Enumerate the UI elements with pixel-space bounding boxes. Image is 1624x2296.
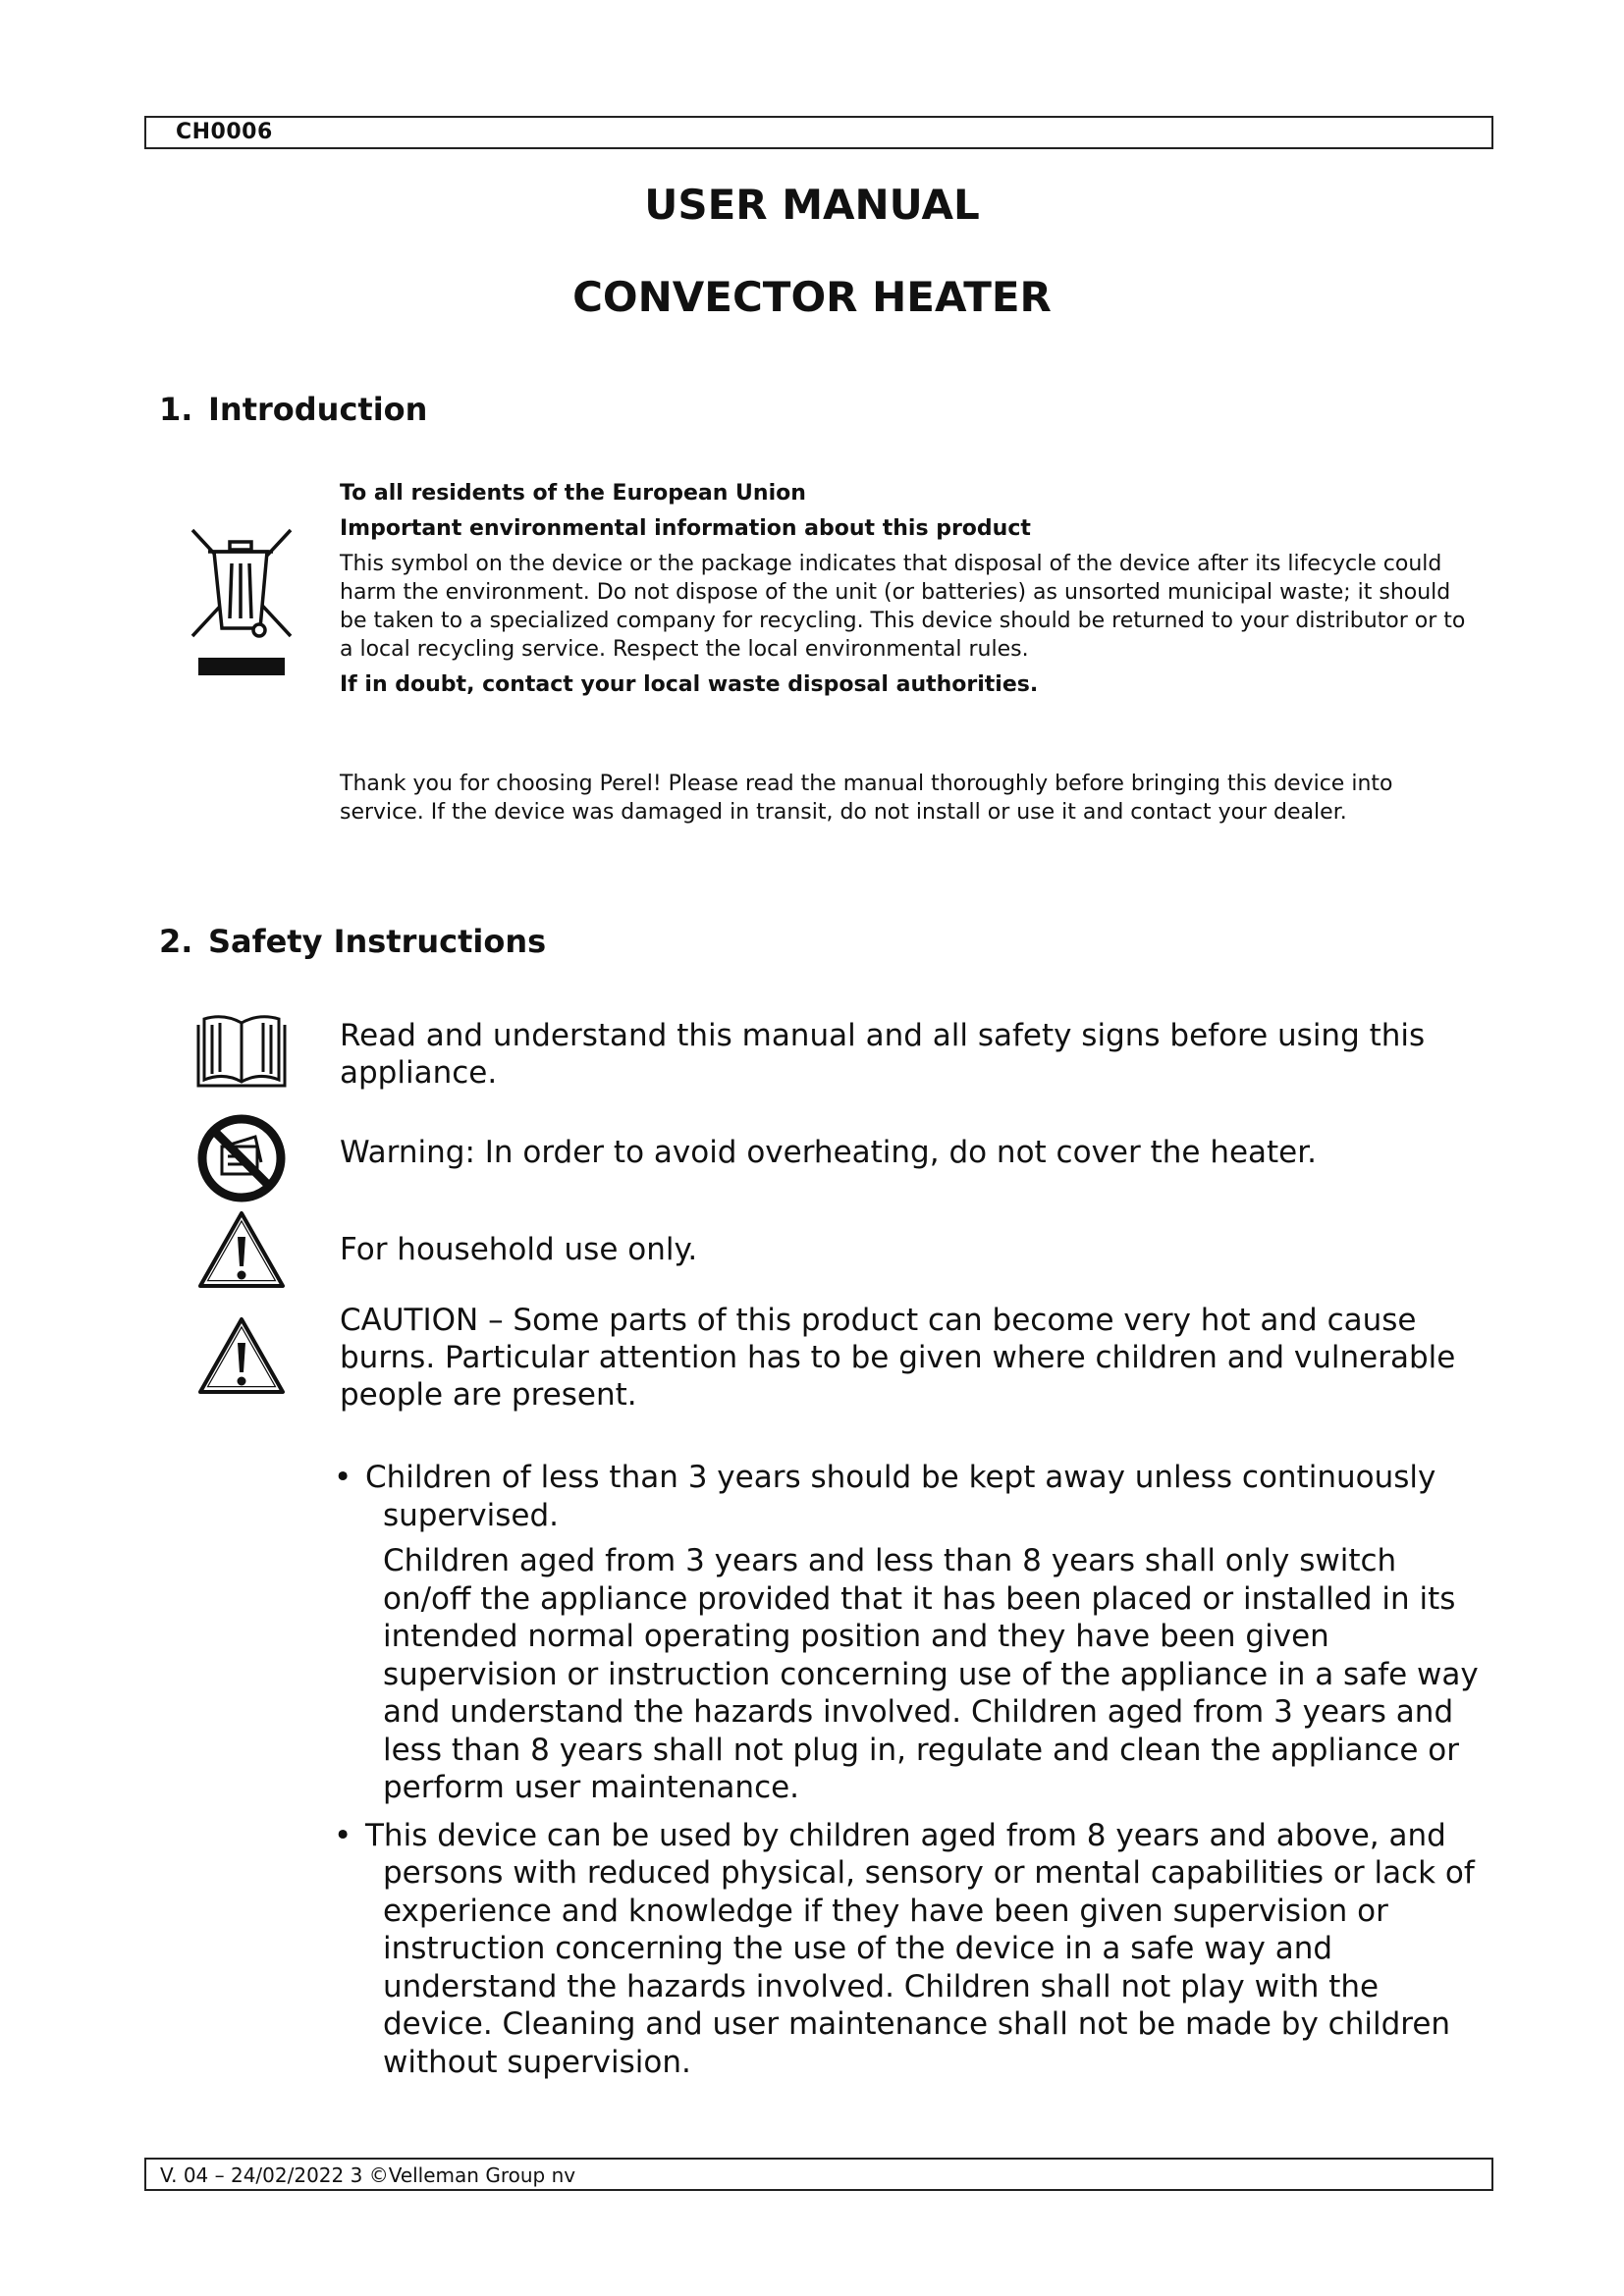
do-not-cover-icon — [196, 1113, 287, 1203]
eu-notice — [340, 479, 1479, 699]
weee-bin-icon — [187, 522, 295, 681]
page-subtitle: CONVECTOR HEATER — [572, 273, 1052, 321]
header-box — [144, 116, 1493, 149]
bullet-extra-text: Children aged from 3 years and less than 8 years shall only switch on/off the appliance provided that it has been placed or installed in its intended normal operating position and they have been given supervision or instruction concerning use of the appliance in a safe way and understand the hazards involved. Children aged from 3 years and less than 8 years shall not plug in, regulate and clean the appliance or perform user maintenance. — [383, 1543, 1479, 1805]
safety-item-manual: Read and understand this manual and all safety signs before using this appliance. — [340, 1018, 1426, 1091]
safety-item-caution: CAUTION – Some parts of this product can become very hot and cause burns. Particular attention has to be given where children and vulnerable people are present. — [340, 1303, 1456, 1413]
section-heading-introduction: 1. Introduction — [159, 391, 428, 428]
intro-thanks: Thank you for choosing Perel! Please read the manual thoroughly before bringing this device into service. If the device was damaged in transit, do not install or use it and contact your dealer. — [340, 772, 1393, 825]
safety-item-overheating: Warning: In order to avoid overheating, do not cover the heater. — [340, 1135, 1318, 1170]
safety-bullet-list — [334, 1459, 1483, 2091]
eu-notice-subtitle: Important environmental information about this product — [340, 516, 1031, 541]
warning-triangle-icon — [196, 1209, 287, 1290]
list-item — [334, 1459, 1483, 1807]
footer-text: V. 04 – 24/02/2022 3 ©Velleman Group nv — [160, 2163, 576, 2187]
section-heading-safety: 2. Safety Instructions — [159, 923, 547, 960]
safety-item-household: For household use only. — [340, 1232, 698, 1267]
manual-book-icon — [194, 1013, 289, 1092]
warning-triangle-icon — [196, 1315, 287, 1396]
product-code: CH0006 — [176, 120, 273, 144]
eu-notice-doubt: If in doubt, contact your local waste disposal authorities. — [340, 672, 1039, 697]
bullet-text: Children of less than 3 years should be kept away unless continuously supervised. — [365, 1460, 1436, 1533]
eu-notice-body: This symbol on the device or the package indicates that disposal of the device after its lifecycle could harm the environment. Do not dispose of the unit (or batteries) as unsorted municipal waste; it should be taken to a specialized company for recycling. This device should be returned to your distributor or to a local recycling service. Respect the local environmental rules. — [340, 552, 1466, 662]
page-title: USER MANUAL — [644, 181, 980, 229]
bullet-text: This device can be used by children aged from 8 years and above, and persons with reduced physical, sensory or mental capabilities or lack of experience and knowledge if they have been given supervision or instruction concerning the use of the device in a safe way and understand the hazards involved. Children shall not play with the device. Cleaning and user maintenance shall not be made by children without supervision. — [365, 1817, 1475, 2080]
footer-box — [144, 2158, 1493, 2191]
eu-notice-title: To all residents of the European Union — [340, 481, 806, 506]
list-item — [334, 1817, 1483, 2082]
